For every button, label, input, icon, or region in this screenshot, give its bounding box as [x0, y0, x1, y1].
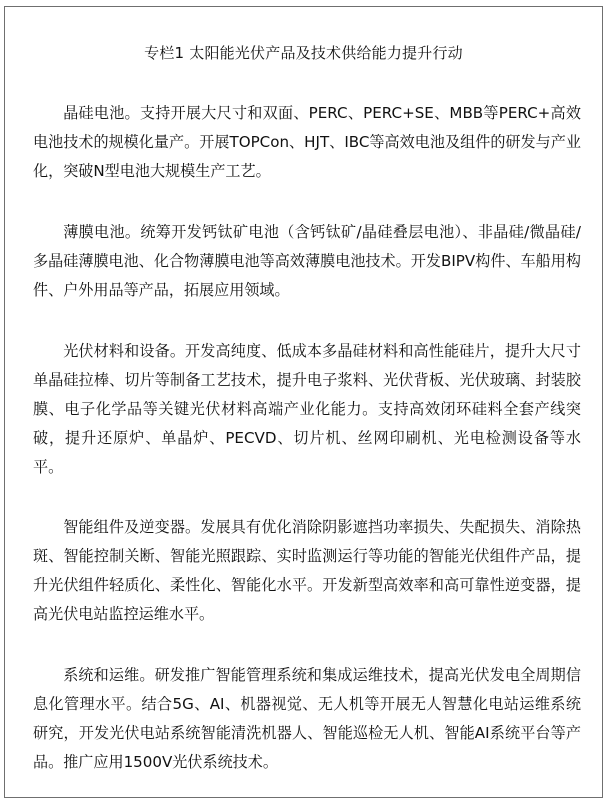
section-paragraph: 薄膜电池。统筹开发钙钛矿电池（含钙钛矿/晶硅叠层电池）、非晶硅/微晶硅/多晶硅薄膜电池、化合物薄膜电池等高效薄膜电池技术。开发BIPV构件、车船用构件、户外用品等产品，拓展应用领域。 — [33, 223, 581, 299]
section-systems-operations — [33, 661, 581, 777]
section-crystalline-silicon-cells — [33, 99, 581, 186]
section-paragraph: 光伏材料和设备。开发高纯度、低成本多晶硅材料和高性能硅片，提升大尺寸单晶硅拉棒、切片等制备工艺技术，提升电子浆料、光伏背板、光伏玻璃、封装胶膜、电子化学品等关键光伏材料高端产业化能力。支持高效闭环硅料全套产线突破，提升还原炉、单晶炉、PECVD、切片机、丝网印刷机、光电检测设备等水平。 — [33, 342, 581, 476]
section-smart-modules-inverters — [33, 513, 581, 629]
section-thin-film-cells — [33, 218, 581, 305]
column-title: 专栏1 太阳能光伏产品及技术供给能力提升行动 — [144, 44, 463, 62]
section-pv-materials-equipment — [33, 337, 581, 482]
section-paragraph: 智能组件及逆变器。发展具有优化消除阴影遮挡功率损失、失配损失、消除热斑、智能控制关断、智能光照跟踪、实时监测运行等功能的智能光伏组件产品，提升光伏组件轻质化、柔性化、智能化水平。开发新型高效率和高可靠性逆变器，提高光伏电站监控运维水平。 — [33, 518, 581, 623]
section-paragraph: 晶硅电池。支持开展大尺寸和双面、PERC、PERC+SE、MBB等PERC+高效电池技术的规模化量产。开展TOPCon、HJT、IBC等高效电池及组件的研发与产业化，突破N型电池大规模生产工艺。 — [33, 104, 581, 180]
column-box — [4, 6, 603, 798]
section-paragraph: 系统和运维。研发推广智能管理系统和集成运维技术，提高光伏发电全周期信息化管理水平。结合5G、AI、机器视觉、无人机等开展无人智慧化电站运维系统研究，开发光伏电站系统智能清洗机器人、智能巡检无人机、智能AI系统平台等产品。推广应用1500V光伏系统技术。 — [33, 666, 581, 771]
